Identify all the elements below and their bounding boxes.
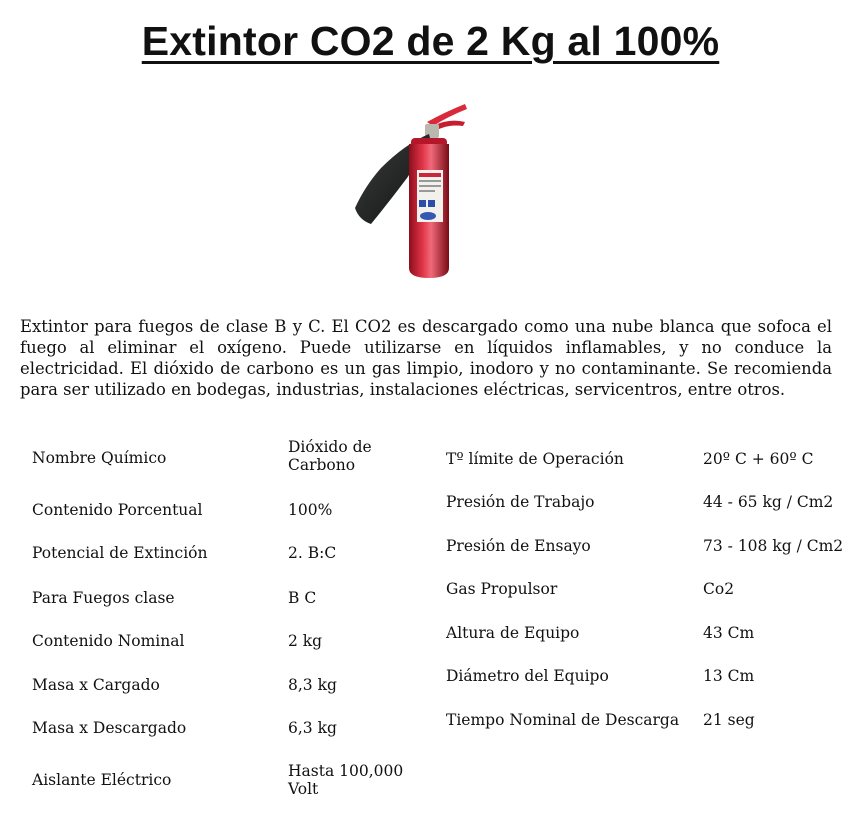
- spec-label: Altura de Equipo: [446, 624, 580, 642]
- spec-label: Aislante Eléctrico: [32, 771, 172, 789]
- spec-value: 2 kg: [288, 632, 323, 650]
- spec-value: 8,3 kg: [288, 676, 337, 694]
- spec-value: 21 seg: [703, 711, 755, 729]
- spec-label: Masa x Cargado: [32, 676, 160, 694]
- spec-value: 6,3 kg: [288, 719, 337, 737]
- spec-value: 73 - 108 kg / Cm2: [703, 537, 844, 555]
- spec-value: B C: [288, 589, 317, 607]
- spec-value: Dióxido de Carbono: [288, 438, 372, 474]
- spec-value: Co2: [703, 580, 735, 598]
- spec-value: 13 Cm: [703, 667, 755, 685]
- spec-value: 43 Cm: [703, 624, 755, 642]
- spec-label: Presión de Trabajo: [446, 493, 595, 511]
- spec-label: Tiempo Nominal de Descarga: [446, 711, 680, 729]
- spec-label: Masa x Descargado: [32, 719, 187, 737]
- spec-value: 100%: [288, 501, 333, 519]
- spec-value: 2. B:C: [288, 544, 337, 562]
- spec-label: Contenido Porcentual: [32, 501, 203, 519]
- fire-extinguisher-image: [345, 98, 475, 288]
- spec-value: Hasta 100,000 Volt: [288, 762, 404, 798]
- spec-label: Potencial de Extinción: [32, 544, 208, 562]
- spec-label: Gas Propulsor: [446, 580, 558, 598]
- spec-label: Tº límite de Operación: [446, 450, 624, 468]
- spec-value: 44 - 65 kg / Cm2: [703, 493, 834, 511]
- spec-label: Nombre Químico: [32, 449, 167, 467]
- spec-label: Diámetro del Equipo: [446, 667, 609, 685]
- page-title: Extintor CO2 de 2 Kg al 100%: [141, 18, 720, 64]
- spec-label: Para Fuegos clase: [32, 589, 175, 607]
- product-description: Extintor para fuegos de clase B y C. El CO2 es descargado como una nube blanca que sofoca el fuego al eliminar el oxígeno. Puede utilizarse en líquidos inflamables, y no conduce la electricidad. El dióxido de carbono es un gas limpio, inodoro y no contaminante. Se recomienda para ser utilizado en bodegas, industrias, instalaciones eléctricas, servicentros, entre otros.: [20, 317, 832, 399]
- spec-label: Contenido Nominal: [32, 632, 185, 650]
- spec-value: 20º C + 60º C: [703, 450, 814, 468]
- spec-label: Presión de Ensayo: [446, 537, 591, 555]
